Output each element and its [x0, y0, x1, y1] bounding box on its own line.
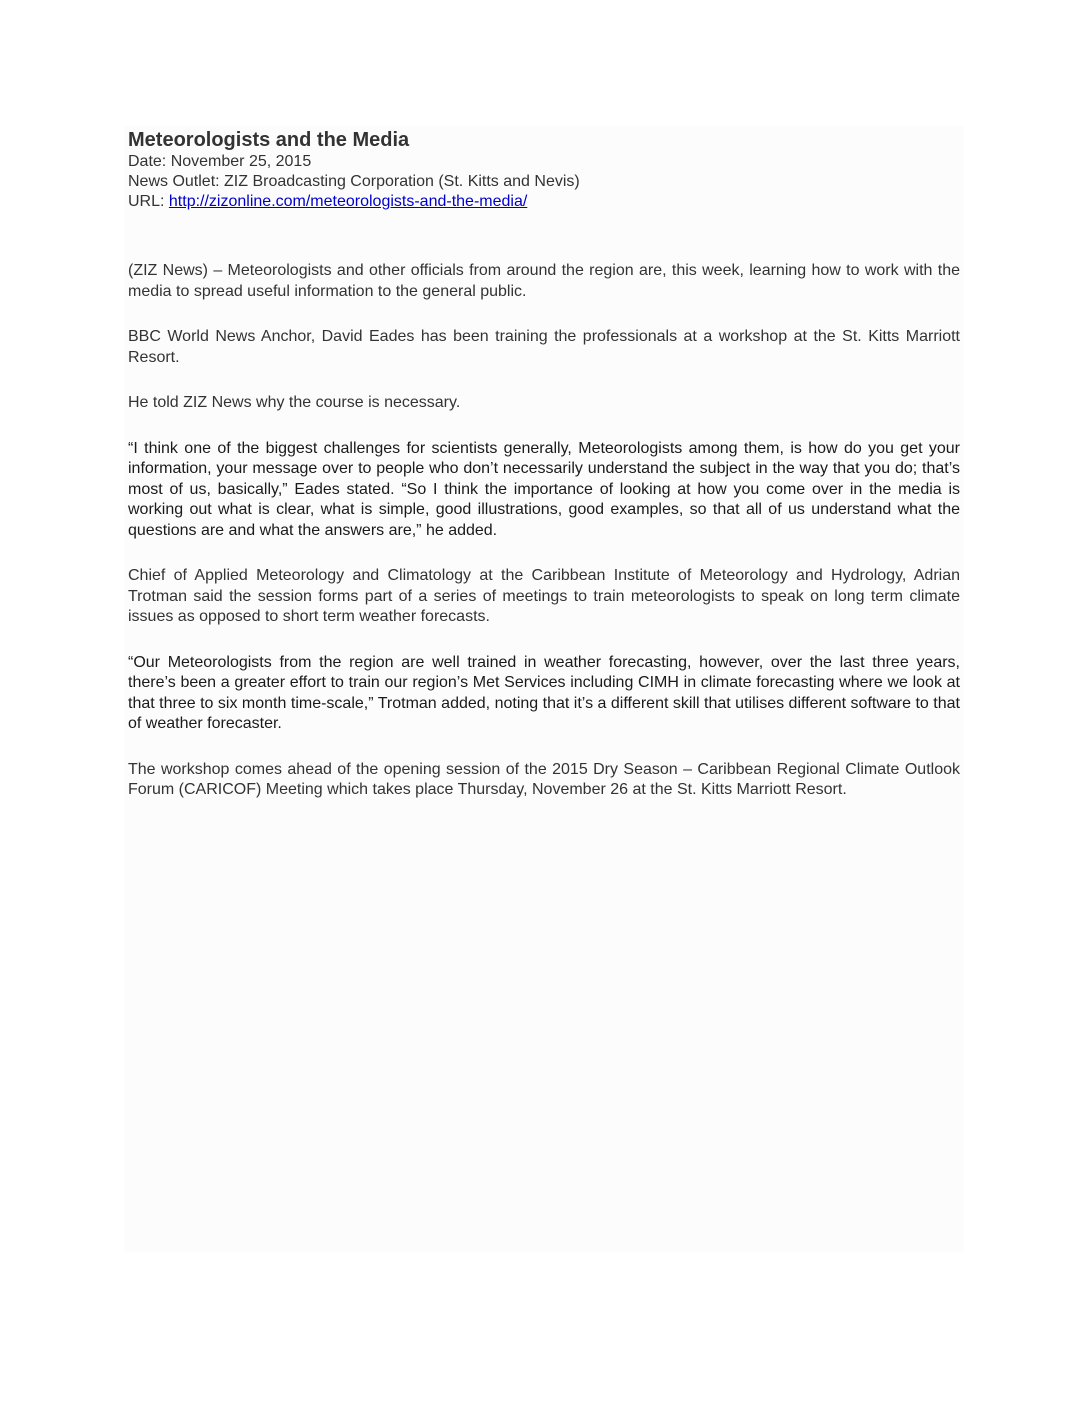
- article-title: Meteorologists and the Media: [128, 129, 410, 151]
- article: [128, 128, 960, 826]
- url-label: URL:: [128, 193, 169, 210]
- article-url-link[interactable]: http://zizonline.com/meteorologists-and-the-media/: [168, 193, 528, 210]
- paragraph-eades-quote: “I think one of the biggest challenges for scientists generally, Meteorologists among them, is how do you get your information, your message over to people who don’t necessarily understand the subject in the way that you do; that’s most of us, basically,” Eades stated. “So I think the importance of looking at how you come over in the media is working out what is clear, what is simple, good illustrations, good examples, so that all of us understand what the questions are and what the answers are,” he added.: [128, 439, 960, 539]
- paragraph-anchor: BBC World News Anchor, David Eades has been training the professionals at a workshop at the St. Kitts Marriott Resort.: [128, 328, 960, 366]
- paragraph-trotman-quote: “Our Meteorologists from the region are well trained in weather forecasting, however, over the last three years, there’s been a greater effort to train our region’s Met Services including CIMH in climate forecasting where we look at that three to six month time-scale,” Trotman added, noting that it’s a different skill that utilises different software to that of weather forecaster.: [128, 653, 960, 732]
- paragraph-course: He told ZIZ News why the course is necessary.: [128, 394, 461, 411]
- article-outlet: News Outlet: ZIZ Broadcasting Corporation (St. Kitts and Nevis): [128, 173, 580, 190]
- article-url-line: [128, 192, 960, 212]
- paragraph-workshop: The workshop comes ahead of the opening session of the 2015 Dry Season – Caribbean Regional Climate Outlook Forum (CARICOF) Meeting which takes place Thursday, November 26 at the St. Kitts Marriott Resort.: [128, 760, 960, 798]
- article-date: Date: November 25, 2015: [128, 153, 312, 170]
- paragraph-intro: (ZIZ News) – Meteorologists and other officials from around the region are, this week, learning how to work with the media to spread useful information to the general public.: [128, 262, 960, 300]
- paragraph-trotman: Chief of Applied Meteorology and Climatology at the Caribbean Institute of Meteorology and Hydrology, Adrian Trotman said the session forms part of a series of meetings to train meteorologists to speak on long term climate issues as opposed to short term weather forecasts.: [128, 567, 960, 625]
